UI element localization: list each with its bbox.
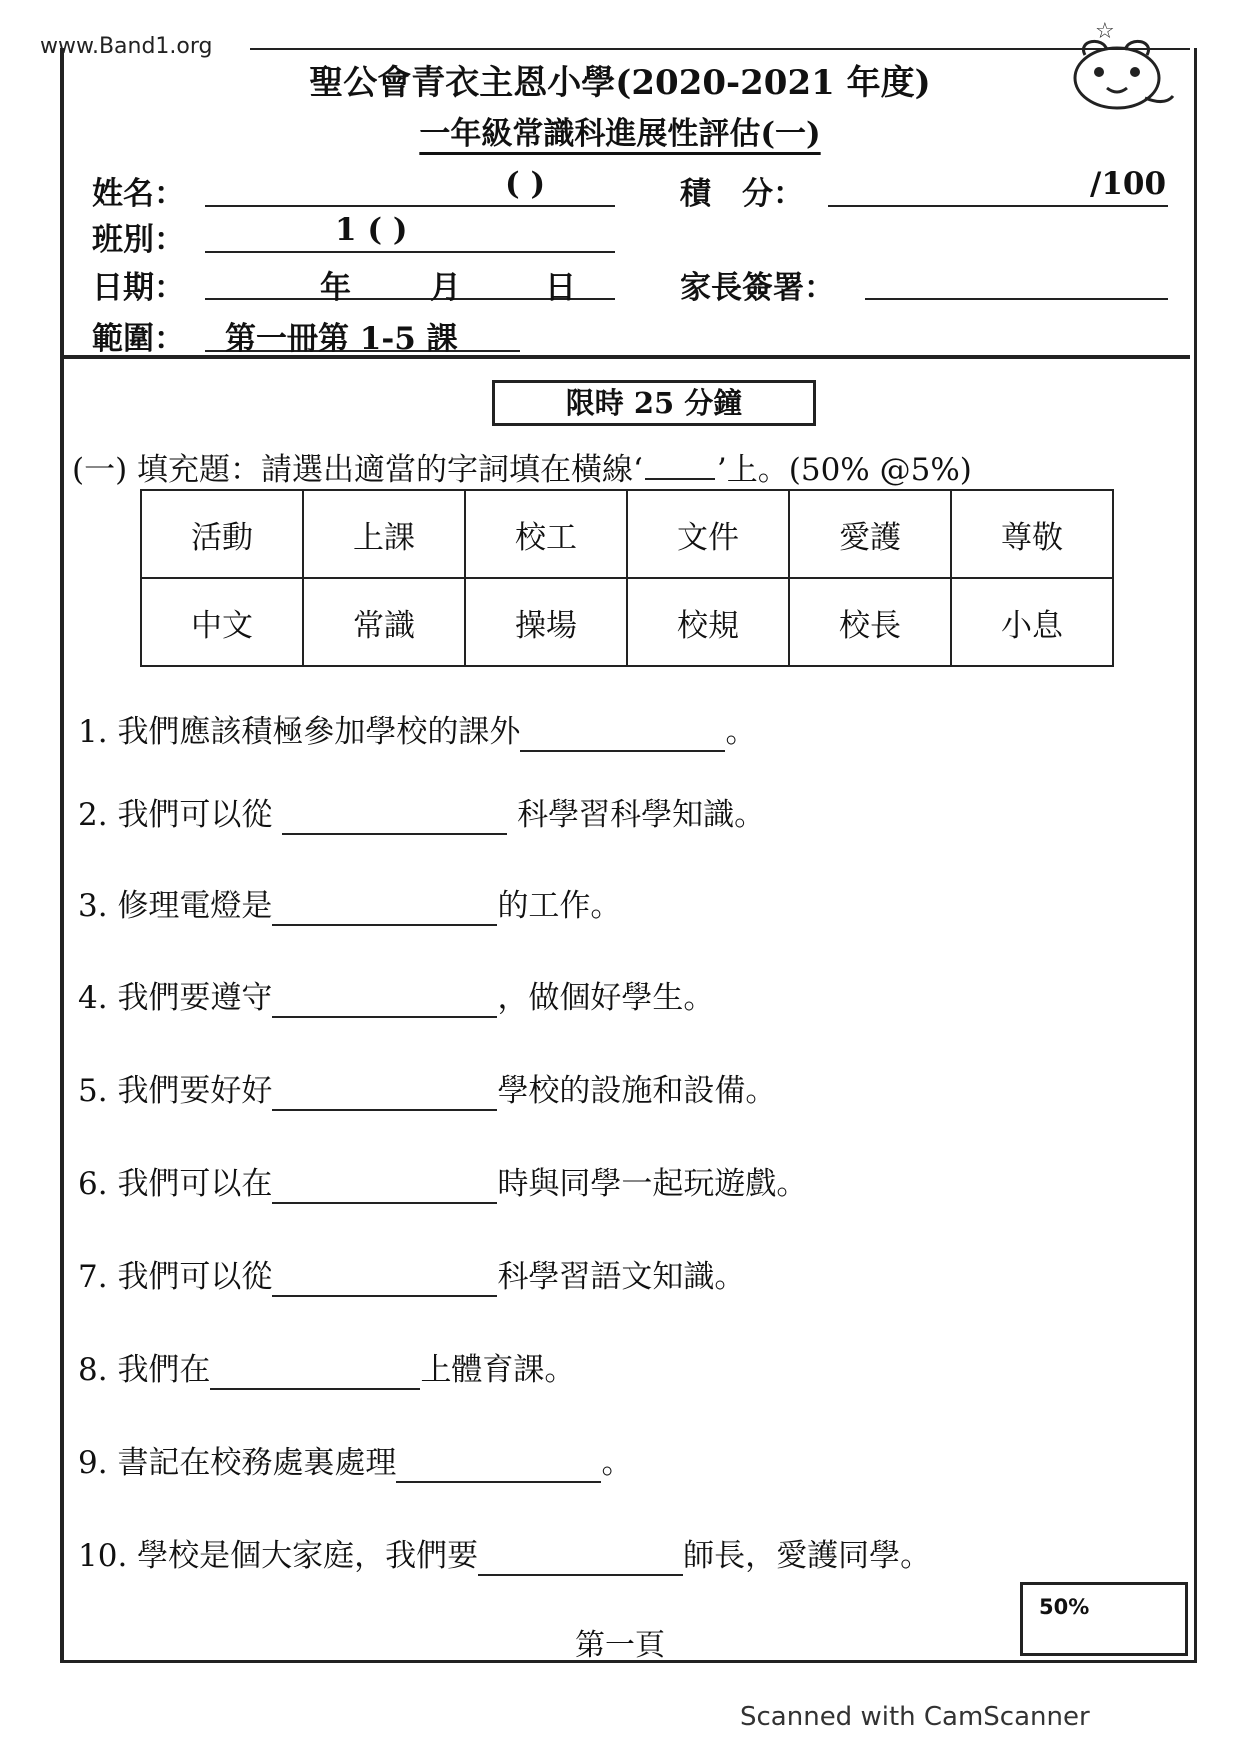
word-cell: 文件	[627, 490, 789, 578]
score-field[interactable]	[828, 205, 1168, 207]
answer-blank-4[interactable]	[272, 986, 497, 1018]
answer-blank-1[interactable]	[520, 720, 725, 752]
question-1: 1. 我們應該積極參加學校的課外 。	[78, 714, 757, 750]
scanner-credit: Scanned with CamScanner	[740, 1702, 1090, 1732]
answer-blank-10[interactable]	[478, 1544, 683, 1576]
question-9: 9. 書記在校務處裏處理 。	[78, 1445, 633, 1481]
word-cell: 愛護	[789, 490, 951, 578]
school-title: 聖公會青衣主恩小學(2020-2021 年度)	[309, 63, 931, 103]
parent-signature-label: 家長簽署：	[680, 270, 835, 306]
answer-blank-6[interactable]	[272, 1172, 497, 1204]
time-limit-box: 限時 25 分鐘	[492, 380, 816, 426]
score-total: /100	[1090, 166, 1167, 202]
word-cell: 尊敬	[951, 490, 1113, 578]
answer-blank-7[interactable]	[272, 1265, 497, 1297]
question-7: 7. 我們可以從 科學習語文知識。	[78, 1259, 746, 1295]
answer-blank-9[interactable]	[396, 1451, 601, 1483]
name-field[interactable]	[205, 205, 615, 207]
scope-label: 範圍：	[92, 321, 185, 357]
answer-blank-3[interactable]	[272, 894, 497, 926]
question-2: 2. 我們可以從 科學習科學知識。	[78, 797, 766, 833]
date-day: 日	[545, 270, 576, 306]
page-number: 第一頁	[575, 1628, 665, 1663]
question-8: 8. 我們在 上體育課。	[78, 1352, 576, 1388]
word-cell: 活動	[141, 490, 303, 578]
word-cell: 小息	[951, 578, 1113, 666]
svg-text:☆: ☆	[1095, 19, 1115, 44]
answer-blank-2[interactable]	[282, 803, 507, 835]
question-10: 10. 學校是個大家庭，我們要 師長，愛護同學。	[78, 1538, 932, 1574]
blank-sample	[645, 456, 715, 480]
header-divider	[60, 355, 1190, 359]
parent-signature-field[interactable]	[865, 298, 1168, 300]
word-bank-row	[141, 578, 1113, 666]
date-month: 月	[430, 270, 461, 306]
question-6: 6. 我們可以在 時與同學一起玩遊戲。	[78, 1166, 808, 1202]
date-year: 年	[320, 270, 351, 306]
scope-value: 第一冊第 1-5 課	[225, 321, 458, 357]
word-bank-table	[140, 489, 1114, 667]
exam-title: 一年級常識科進展性評估(一)	[419, 116, 821, 152]
word-cell: 校規	[627, 578, 789, 666]
word-cell: 常識	[303, 578, 465, 666]
watermark: www.Band1.org	[40, 34, 213, 59]
word-cell: 中文	[141, 578, 303, 666]
section-score-box: 50%	[1020, 1582, 1188, 1656]
word-bank-row	[141, 490, 1113, 578]
question-3: 3. 修理電燈是 的工作。	[78, 888, 622, 924]
word-cell: 操場	[465, 578, 627, 666]
answer-blank-5[interactable]	[272, 1079, 497, 1111]
page-frame	[60, 48, 1197, 1663]
word-cell: 上課	[303, 490, 465, 578]
name-label: 姓名：	[92, 176, 185, 212]
section-heading: (一) 填充題：請選出適當的字詞填在橫線‘ ’上。(50% @5%)	[72, 452, 972, 488]
answer-blank-8[interactable]	[210, 1358, 420, 1390]
question-4: 4. 我們要遵守 ，做個好學生。	[78, 980, 715, 1016]
word-cell: 校長	[789, 578, 951, 666]
class-value: 1 ( )	[335, 212, 408, 248]
date-label: 日期：	[92, 270, 185, 306]
class-number-paren: ( )	[505, 166, 546, 202]
word-cell: 校工	[465, 490, 627, 578]
class-label: 班別：	[92, 222, 185, 258]
score-label: 積 分：	[680, 176, 804, 212]
question-5: 5. 我們要好好 學校的設施和設備。	[78, 1073, 777, 1109]
class-field[interactable]	[205, 251, 615, 253]
